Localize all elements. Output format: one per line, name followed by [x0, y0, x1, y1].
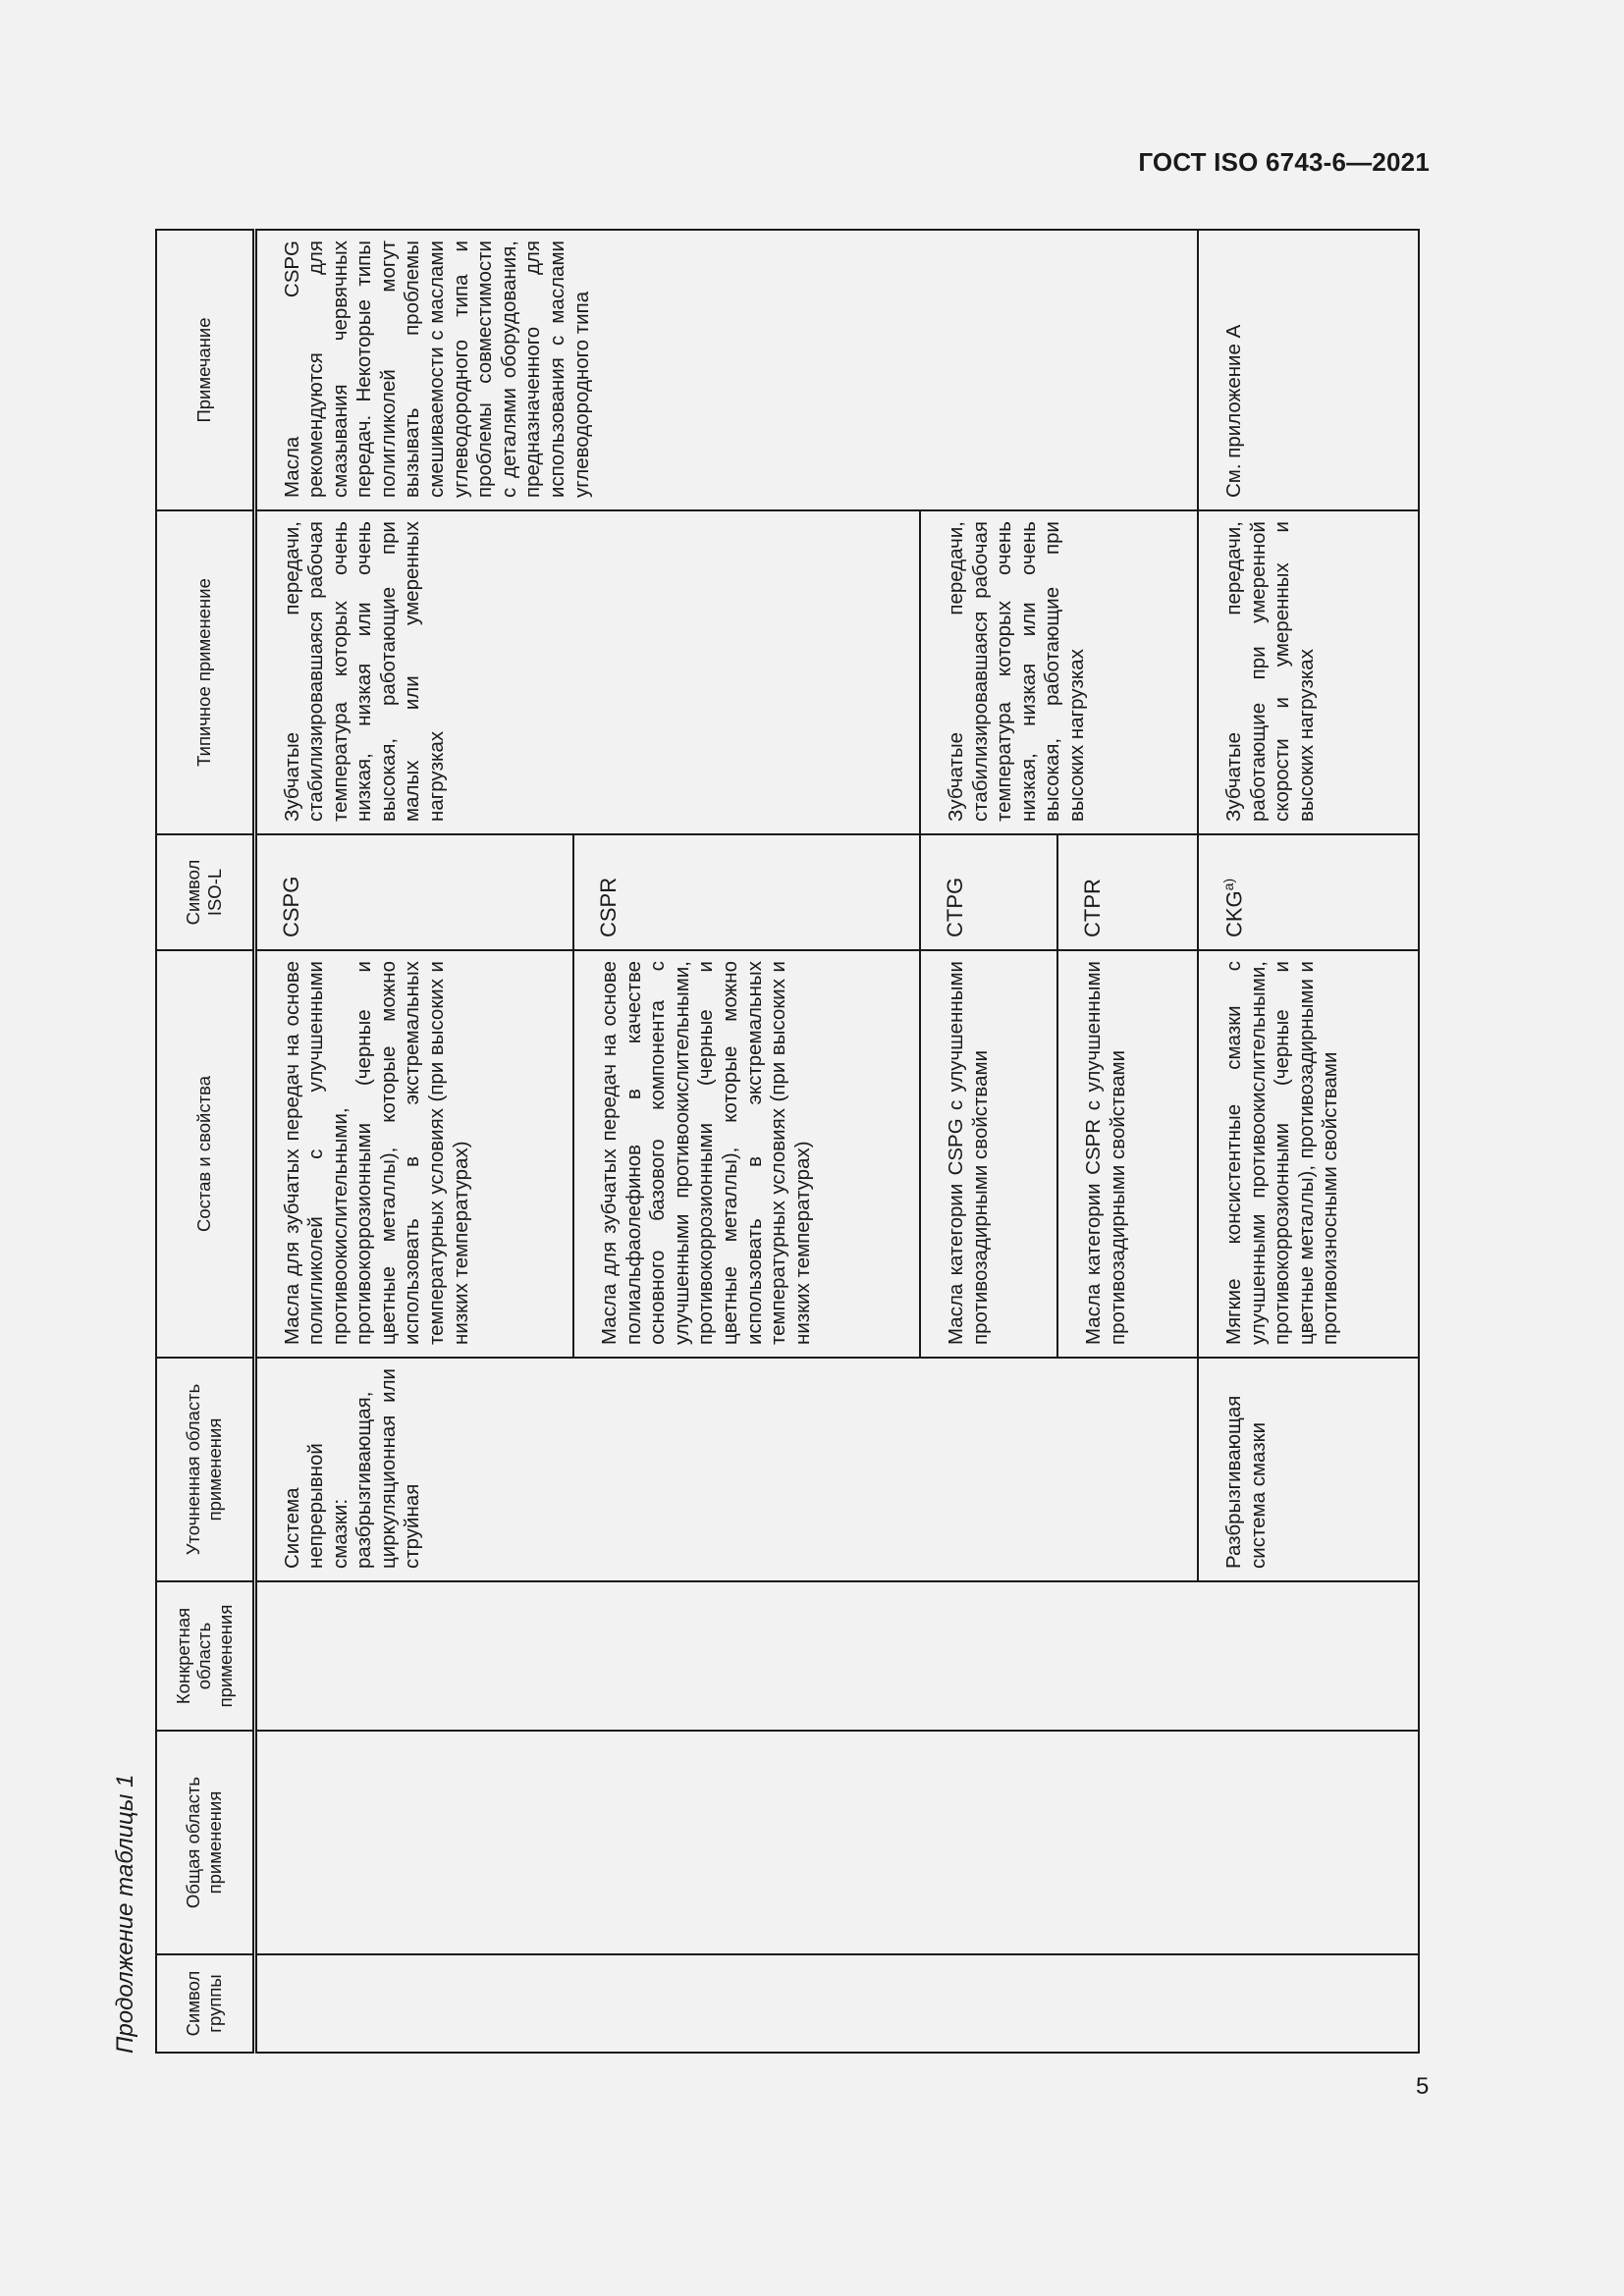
- col-header-note: Примечание: [156, 230, 254, 510]
- table-header-row: [156, 230, 254, 2053]
- symbol-ckg-text: CKG: [1221, 890, 1247, 937]
- cell-composition-cspr: Масла для зубчатых передач на основе полиальфаолефинов в качестве основного базового компонента с улучшенными противоокислительными, противокоррозионными (черные и цветные металлы), которые можно использовать в экстремальных температурных условиях (при высоких и низких температурах): [573, 950, 920, 1358]
- footnote-marker: а): [1220, 878, 1236, 891]
- col-header-refined-area: Уточненная область применения: [156, 1358, 254, 1581]
- lubricant-classification-table: [155, 229, 1420, 2054]
- cell-composition-ctpr: Масла категории CSPR с улучшенными противозадирными свойствами: [1057, 950, 1198, 1358]
- page-number: 5: [1416, 2073, 1430, 2100]
- cell-symbol-ctpr: CTPR: [1057, 834, 1198, 950]
- cell-note-ckg: См. приложение А: [1198, 230, 1419, 510]
- document-code: ГОСТ ISO 6743-6—2021: [1138, 147, 1430, 177]
- cell-note-cspg: Масла CSPG рекомендуются для смазывания червячных передач. Некоторые типы полигликолей могут вызывать проблемы смешиваемости с маслами углеводородного типа и проблемы совместимости с деталями оборудования, предназначенного для использования с маслами углеводородного типа: [254, 230, 1198, 510]
- cell-composition-ctpg: Масла категории CSPG с улучшенными противозадирными свойствами: [920, 950, 1057, 1358]
- cell-symbol-ctpg: CTPG: [920, 834, 1057, 950]
- col-header-specific-area: Конкретная область применения: [156, 1581, 254, 1731]
- cell-typical-use-ctpg-ctpr: Зубчатые передачи, стабилизировавшаяся рабочая температура которых очень низкая, низкая или очень высокая, работающие при высоких нагрузках: [920, 510, 1198, 834]
- table-row: [254, 230, 573, 2053]
- table-caption: Продолжение таблицы 1: [112, 1774, 138, 2054]
- table-frame: [155, 231, 1418, 2054]
- col-header-group-symbol: Символ группы: [156, 1954, 254, 2053]
- cell-typical-use-cspg-cspr: Зубчатые передачи, стабилизировавшаяся рабочая температура которых очень низкая, низкая или очень высокая, работающие при малых или умеренных нагрузках: [254, 510, 920, 834]
- cell-symbol-cspr: CSPR: [573, 834, 920, 950]
- cell-group-symbol: [254, 1954, 1419, 2053]
- cell-typical-use-ckg: Зубчатые передачи, работающие при умеренной скорости и умеренных и высоких нагрузках: [1198, 510, 1419, 834]
- cell-composition-ckg: Мягкие консистентные смазки с улучшенными противоокислительными, противокоррозионными (черные и цветные металлы), противозадирными и противоизносными свойствами: [1198, 950, 1419, 1358]
- col-header-general-area: Общая область применения: [156, 1731, 254, 1954]
- cell-symbol-cspg: CSPG: [254, 834, 573, 950]
- cell-general-area: [254, 1731, 1419, 1954]
- cell-refined-area-continuous: Система непрерывной смазки: разбрызгивающая, циркуляционная или струйная: [254, 1358, 1198, 1581]
- cell-symbol-ckg: [1198, 834, 1419, 950]
- cell-refined-area-splash: Разбрызгивающая система смазки: [1198, 1358, 1419, 1581]
- col-header-composition: Состав и свойства: [156, 950, 254, 1358]
- col-header-iso-symbol: Символ ISO-L: [156, 834, 254, 950]
- cell-composition-cspg: Масла для зубчатых передач на основе полигликолей с улучшенными противоокислительными, противокоррозионными (черные и цветные металлы), которые можно использовать в экстремальных температурных условиях (при высоких и низких температурах): [254, 950, 573, 1358]
- cell-specific-area: [254, 1581, 1419, 1731]
- col-header-typical-use: Типичное применение: [156, 510, 254, 834]
- rotated-table-area: [155, 231, 1418, 2054]
